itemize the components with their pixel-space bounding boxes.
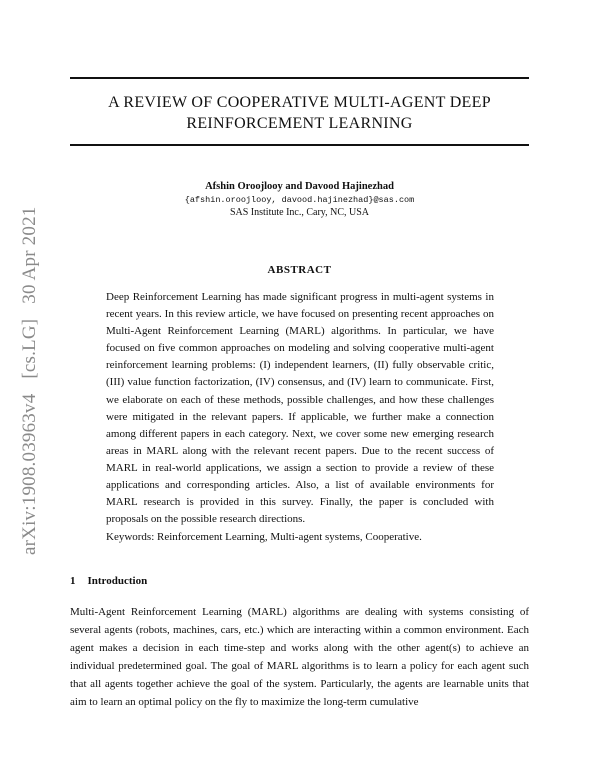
author-block [70,180,529,219]
author-names: Afshin Oroojlooy and Davood Hajinezhad [205,181,394,192]
keywords: Keywords: Reinforcement Learning, Multi-agent systems, Cooperative. [106,531,422,544]
introduction-text [70,603,529,712]
arxiv-id: arXiv:1908.03963v4 [19,393,40,555]
introduction-paragraph: Multi-Agent Reinforcement Learning (MARL) algorithms are dealing with systems consisting of several agents (robots, machines, cars, etc.) which are interacting within a common environment. Each agent makes a decision in each time-step and works along with the other agent(s) to achieve an individual predetermined goal. The goal of MARL algorithms is to learn a policy for each agent such that all agents together achieve the goal of the system. Particularly, the agents are learnable units that aim to learn an optimal policy on the fly to maximize the long-term cumulative [70,606,529,709]
author-emails: {afshin.oroojlooy, davood.hajinezhad}@sas.com [184,195,415,205]
abstract-heading: ABSTRACT [267,264,332,276]
arxiv-category: [cs.LG] [19,318,40,379]
title-rule-top [70,77,529,79]
title-line-2: REINFORCEMENT LEARNING [186,115,413,132]
title-line-1: A REVIEW OF COOPERATIVE MULTI-AGENT DEEP [108,94,491,111]
author-affiliation: SAS Institute Inc., Cary, NC, USA [229,207,370,218]
paper-title [70,92,529,134]
section-heading-introduction [70,575,147,587]
abstract-body: Deep Reinforcement Learning has made significant progress in multi-agent systems in recent years. In this review article, we have focused on presenting recent approaches on Multi-Agent Reinforcement Learning (MARL) algorithms. In particular, we have focused on five common approaches on modeling and solving cooperative multi-agent reinforcement learning problems: (I) independent learners, (II) fully observable critic, (III) value function factorization, (IV) consensus, and (IV) learn to communicate. First, we elaborate on each of these methods, possible challenges, and how these challenges were mitigated in the relevant papers. If applicable, we further make a connection among different papers in each category. Next, we cover some new emerging research areas in MARL along with the relevant recent papers. Due to the recent success of MARL in real-world applications, we assign a section to provide a review of these applications and corresponding articles. Also, a list of available environments for MARL research is provided in this survey. Finally, the paper is concluded with proposals on the possible research directions. [106,291,494,526]
arxiv-date: 30 Apr 2021 [19,206,40,304]
arxiv-stamp [19,185,41,555]
abstract [106,289,494,546]
section-title: Introduction [87,575,148,587]
section-number: 1 [70,575,76,587]
title-rule-bottom [70,144,529,146]
